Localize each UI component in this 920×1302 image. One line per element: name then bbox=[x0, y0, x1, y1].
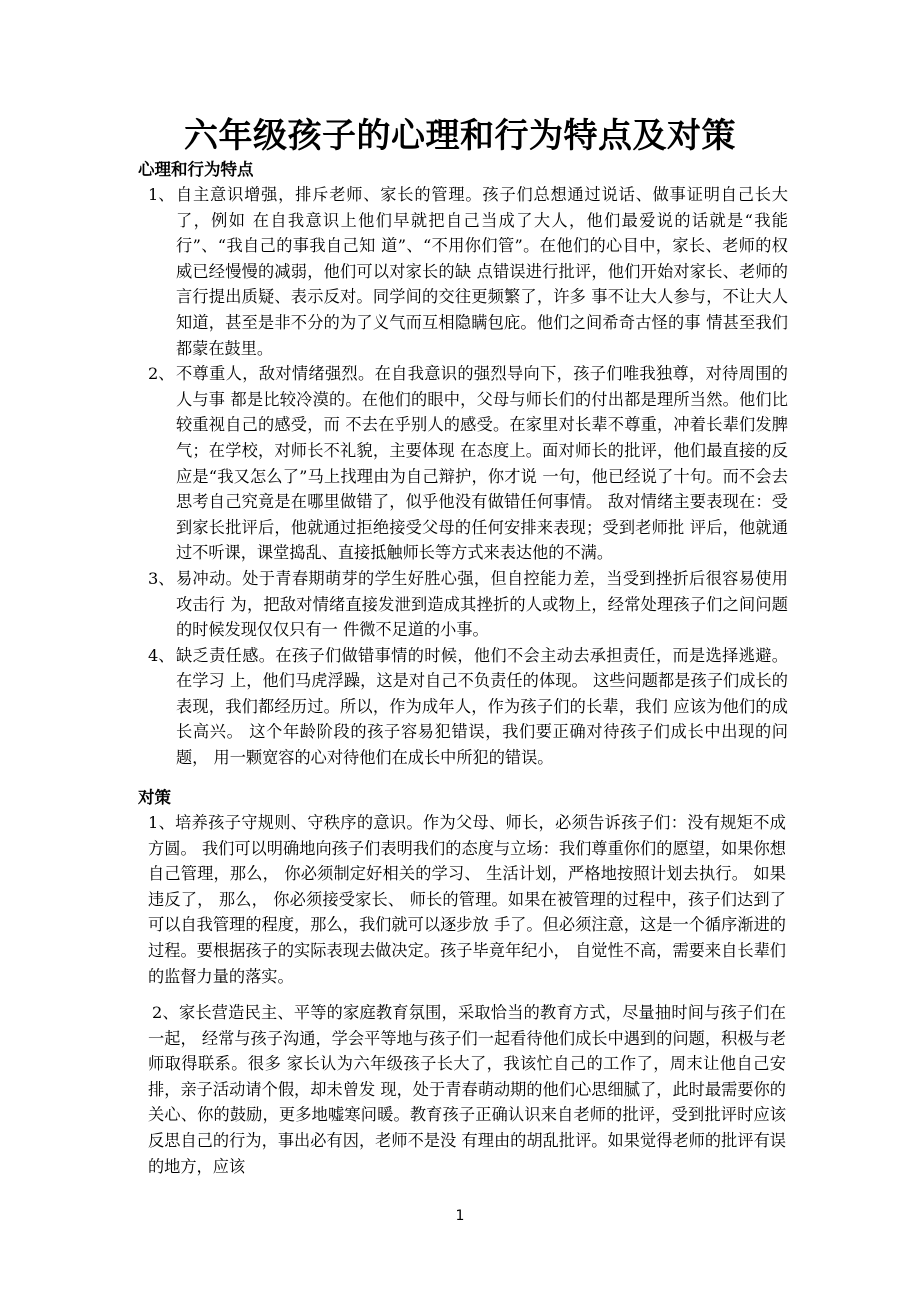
features-list bbox=[148, 182, 788, 771]
list-item-number: 4、 bbox=[148, 645, 175, 665]
list-item bbox=[148, 643, 788, 771]
list-item-text: 不尊重人，敌对情绪强烈。在自我意识的强烈导向下，孩子们唯我独尊，对待周围的人与事 都是比较冷漠的。在他们的眼中，父母与师长们的付出都是理所当然。他们比较重视自己的感受，而 不去在乎别人的感受。在家里对长辈不尊重，冲着长辈们发脾气；在学校，对师长不礼貌，主要体现 在态度上。面对师长的批评，他们最直接的反应是“我又怎么了”马上找理由为自己辩护，你才说 一句，他已经说了十句。而不会去思考自己究竟是在哪里做错了，似乎他没有做错任何事情。 敌对情绪主要表现在：受到家长批评后，他就通过拒绝接受父母的任何安排来表现；受到老师批 评后，他就通过不听课，课堂捣乱、直接抵触师长等方式来表达他的不满。 bbox=[176, 364, 788, 563]
section-heading-features: 心理和行为特点 bbox=[138, 160, 254, 179]
list-item bbox=[148, 182, 788, 361]
strategy-paragraph-2: 2、家长营造民主、平等的家庭教育氛围，采取恰当的教育方式，尽量抽时间与孩子们在一起， 经常与孩子沟通，学会平等地与孩子们一起看待他们成长中遇到的问题，积极与老师取得联系。很多 家长认为六年级孩子长大了，我该忙自己的工作了，周末让他自己安排，亲子活动请个假，却未曾发 现，处于青春萌动期的他们心思细腻了，此时最需要你的关心、你的鼓励，更多地嘘寒问暖。教育孩子正确认识来自老师的批评，受到批评时应该反思自己的行为，事出必有因，老师不是没 有理由的胡乱批评。如果觉得老师的批评有误的地方，应该 bbox=[148, 1003, 786, 1176]
list-item-number: 3、 bbox=[148, 568, 175, 588]
list-item bbox=[148, 566, 788, 643]
list-item-text: 易冲动。处于青春期萌芽的学生好胜心强，但自控能力差，当受到挫折后很容易使用攻击行 为，把敌对情绪直接发泄到造成其挫折的人或物上，经常处理孩子们之间问题的时候发现仅仅只有一 件微不足道的小事。 bbox=[176, 568, 788, 640]
strategy-paragraph-1: 1、培养孩子守规则、守秩序的意识。作为父母、师长，必须告诉孩子们：没有规矩不成方圆。 我们可以明确地向孩子们表明我们的态度与立场：我们尊重你们的愿望，如果你想自己管理，那么， 你必须制定好相关的学习、 生活计划，严格地按照计划去执行。 如果违反了， 那么， 你必须接受家长、 师长的管理。如果在被管理的过程中，孩子们达到了可以自我管理的程度，那么，我们就可以逐步放 手了。但必须注意，这是一个循序渐进的过程。要根据孩子的实际表现去做决定。孩子毕竟年纪小， 自觉性不高，需要来自长辈们的监督力量的落实。 bbox=[148, 813, 786, 986]
document-title: 六年级孩子的心理和行为特点及对策 bbox=[184, 116, 736, 156]
section-heading-strategies: 对策 bbox=[138, 788, 171, 807]
list-item-text: 自主意识增强，排斥老师、家长的管理。孩子们总想通过说话、做事证明自己长大了，例如 在自我意识上他们早就把自己当成了大人，他们最爱说的话就是“我能行”、“我自己的事我自己知 道”、“不用你们管”。在他们的心目中，家长、老师的权威已经慢慢的减弱，他们可以对家长的缺 点错误进行批评，他们开始对家长、老师的言行提出质疑、表示反对。同学间的交往更频繁了，许多 事不让大人参与，不让大人知道，甚至是非不分的为了义气而互相隐瞒包庇。他们之间希奇古怪的事 情甚至我们都蒙在鼓里。 bbox=[176, 185, 788, 358]
list-item bbox=[148, 361, 788, 566]
list-item-number: 1、 bbox=[148, 185, 175, 204]
list-item-number: 2、 bbox=[148, 364, 175, 384]
page-number: 1 bbox=[455, 1208, 465, 1224]
list-item-text: 缺乏责任感。在孩子们做错事情的时候，他们不会主动去承担责任，而是选择逃避。在学习 上，他们马虎浮躁，这是对自己不负责任的体现。 这些问题都是孩子们成长的表现，我们都经历过。所以，作为成年人，作为孩子们的长辈，我们 应该为他们的成长高兴。 这个年龄阶段的孩子容易犯错误，我们要正确对待孩子们成长中出现的问题， 用一颗宽容的心对待他们在成长中所犯的错误。 bbox=[176, 645, 788, 768]
